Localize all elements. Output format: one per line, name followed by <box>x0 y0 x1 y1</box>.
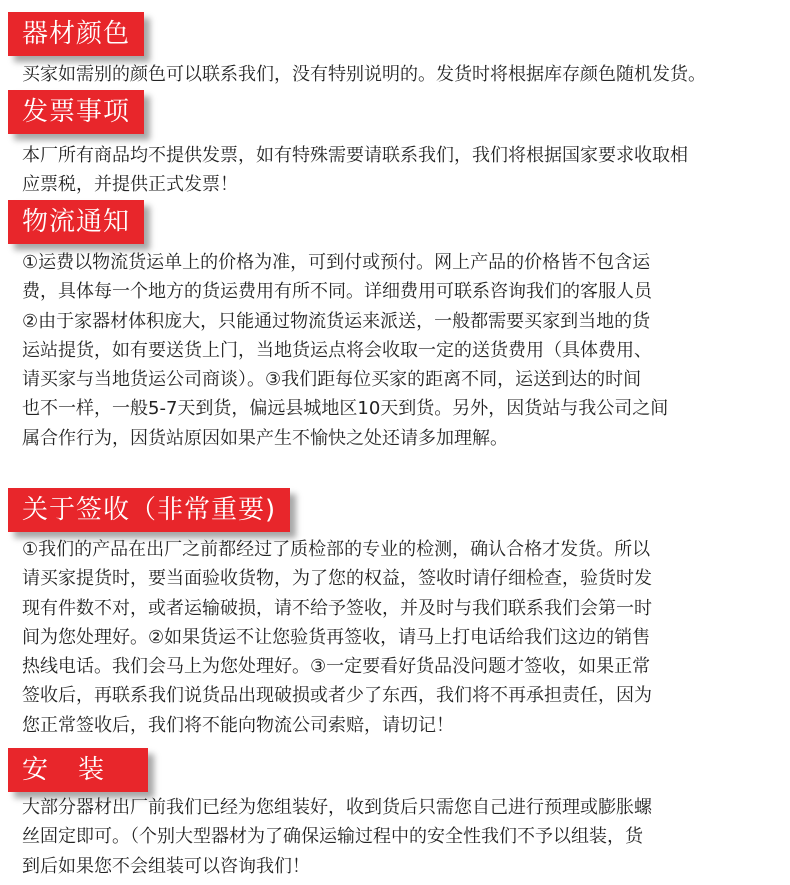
section-title-logistics: 物流通知 <box>8 200 144 244</box>
section-body-signoff: ①我们的产品在出厂之前都经过了质检部的专业的检测，确认合格才发货。所以 请买家提货时，要当面验收货物，为了您的权益，签收时请仔细检查，验货时发 现有件数不对，或者运输破损，请不给予签收，并及时与我们联系我们会第一时 间为您处理好。②如果货运不让您验货再签收，请马上打电话给我们这边的销售 热线电话。我们会马上为您处理好。③一定要看好货品没问题才签收，如果正常 签收后，再联系我们说货品出现破损或者少了东西，我们将不再承担责任，因为 您正常签收后，我们将不能向物流公司索赔，请切记！ <box>22 539 652 736</box>
section-title-invoice: 发票事项 <box>8 90 144 134</box>
section-title-color: 器材颜色 <box>8 12 144 56</box>
section-body-logistics: ①运费以物流货运单上的价格为准，可到付或预付。网上产品的价格皆不包含运 费，具体每一个地方的货运费用有所不同。详细费用可联系咨询我们的客服人员 ②由于家器材体积庞大，只能通过物流货运来派送，一般都需要买家到当地的货 运站提货，如有要送货上门，当地货运点将会收取一定的送货费用（具体费用、 请买家与当地货运公司商谈）。③我们距每位买家的距离不同，运送到达的时间 也不一样，一般5-7天到货，偏远县城地区10天到货。另外，因货站与我公司之间 属合作行为，因货站原因如果产生不愉快之处还请多加理解。 <box>22 252 669 449</box>
section-title-signoff: 关于签收（非常重要) <box>8 488 290 532</box>
section-body-invoice: 本厂所有商品均不提供发票，如有特殊需要请联系我们，我们将根据国家要求收取相 应票税，并提供正式发票！ <box>22 145 688 196</box>
section-title-install: 安装 <box>8 748 148 792</box>
section-body-install: 大部分器材出厂前我们已经为您组装好，收到货后只需您自己进行预理或膨胀螺 丝固定即可。（个别大型器材为了确保运输过程中的安全性我们不予以组装，货 到后如果您不会组装可以咨询我们！ <box>22 797 652 877</box>
section-body-color: 买家如需别的颜色可以联系我们，没有特别说明的。发货时将根据库存颜色随机发货。 <box>22 64 706 85</box>
